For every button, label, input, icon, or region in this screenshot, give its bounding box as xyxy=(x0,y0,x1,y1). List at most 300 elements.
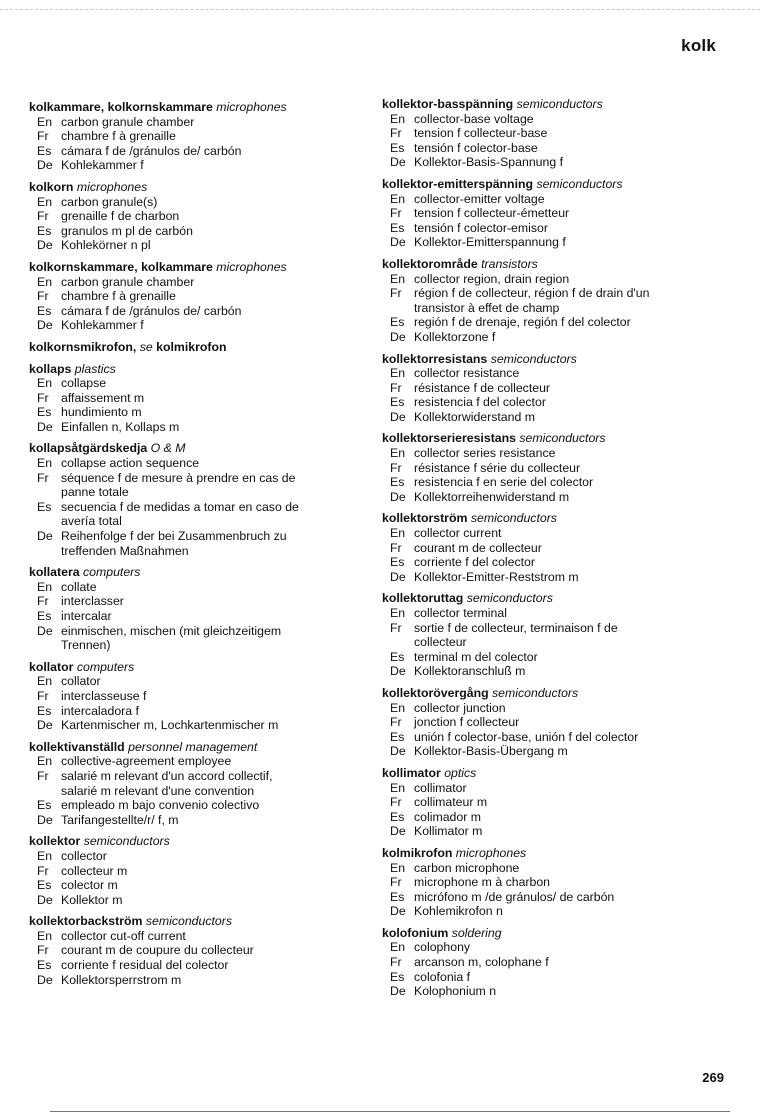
translation-line xyxy=(29,704,359,719)
subject-field: optics xyxy=(444,765,477,780)
subject-field: microphones xyxy=(455,845,527,860)
language-code: En xyxy=(390,191,406,206)
translation-line xyxy=(29,289,359,304)
subject-field: semiconductors xyxy=(83,834,170,849)
translation-text: carbon granule(s) xyxy=(61,194,158,209)
translation-line xyxy=(29,238,359,253)
language-code: Fr xyxy=(390,715,402,730)
translation-text: arcanson m, colophane f xyxy=(414,955,549,970)
translation-text: tensión f colector-base xyxy=(414,140,538,155)
subject-field: semiconductors xyxy=(519,431,606,446)
translation-line xyxy=(29,376,359,391)
dictionary-entry xyxy=(29,834,359,907)
language-code: Fr xyxy=(390,875,402,890)
subject-field: se xyxy=(139,339,153,354)
translation-text: carbon granule chamber xyxy=(61,274,195,289)
translation-text: tensión f colector-emisor xyxy=(414,220,548,235)
translation-line xyxy=(382,475,722,490)
translation-text: colophony xyxy=(414,940,471,955)
translation-line xyxy=(29,943,359,958)
language-code: Fr xyxy=(390,286,402,301)
translation-line xyxy=(29,544,359,559)
translation-line xyxy=(382,940,722,955)
language-code: De xyxy=(37,419,53,434)
translation-line xyxy=(29,594,359,609)
translation-line xyxy=(382,526,722,541)
language-code: En xyxy=(390,780,406,795)
translation-line xyxy=(382,984,722,999)
translation-line xyxy=(382,192,722,207)
translation-text: collector current xyxy=(414,526,502,541)
translation-text: Kohlekammer f xyxy=(61,318,144,333)
translation-text: collapse xyxy=(61,376,107,391)
translation-line xyxy=(382,701,722,716)
dictionary-entry xyxy=(29,100,359,173)
translation-line xyxy=(29,769,359,784)
entry-term xyxy=(29,834,359,849)
language-code: Es xyxy=(390,220,405,235)
translation-line xyxy=(29,224,359,239)
language-code xyxy=(37,544,61,559)
translation-line xyxy=(382,715,722,730)
translation-line xyxy=(29,471,359,486)
running-headword: kolk xyxy=(681,36,716,55)
language-code: En xyxy=(37,579,53,594)
top-guide-line xyxy=(0,9,760,10)
subject-field: personnel management xyxy=(128,739,258,754)
translation-line xyxy=(382,730,722,745)
term-bold: kollektoruttag xyxy=(382,591,464,606)
translation-text: collective-agreement employee xyxy=(61,754,232,769)
translation-text: secuencia f de medidas a tomar en caso de xyxy=(61,499,299,514)
translation-text: tension f collecteur-émetteur xyxy=(414,206,570,221)
language-code: Fr xyxy=(390,460,402,475)
translation-text: courant m de coupure du collecteur xyxy=(61,943,254,958)
translation-text: corriente f del colector xyxy=(414,555,535,570)
language-code: En xyxy=(390,860,406,875)
translation-line xyxy=(29,304,359,319)
language-code: En xyxy=(37,848,53,863)
translation-text: collector series resistance xyxy=(414,446,556,461)
translation-text: microphone m à charbon xyxy=(414,875,551,890)
translation-line xyxy=(382,621,722,636)
translation-text: Kollektor m xyxy=(61,892,123,907)
translation-text: Kollektor-Basis-Übergang m xyxy=(414,744,568,759)
term-bold: kollektor xyxy=(29,834,81,849)
language-code: Es xyxy=(390,315,405,330)
translation-text: cámara f de /gránulos de/ carbón xyxy=(61,303,242,318)
dictionary-entry xyxy=(29,441,359,558)
translation-line xyxy=(382,221,722,236)
term-bold: kollator xyxy=(29,659,74,674)
translation-text: collector-emitter voltage xyxy=(414,191,545,206)
language-code: Es xyxy=(37,958,52,973)
language-code: En xyxy=(390,271,406,286)
translation-text: colimador m xyxy=(414,809,481,824)
entry-term xyxy=(29,565,359,580)
language-code: De xyxy=(37,318,53,333)
dictionary-entry xyxy=(382,511,722,584)
translation-text: carbon granule chamber xyxy=(61,114,195,129)
translation-text: empleado m bajo convenio colectivo xyxy=(61,798,260,813)
translation-line xyxy=(29,391,359,406)
dictionary-entry xyxy=(382,846,722,919)
language-code: Fr xyxy=(37,688,49,703)
language-code xyxy=(37,485,61,500)
dictionary-entry xyxy=(382,97,722,170)
entry-term xyxy=(382,926,722,941)
language-code: Fr xyxy=(37,289,49,304)
language-code: De xyxy=(390,329,406,344)
page-number: 269 xyxy=(702,1070,724,1085)
translation-text: Kartenmischer m, Lochkartenmischer m xyxy=(61,718,279,733)
translation-line xyxy=(382,635,722,650)
language-code xyxy=(37,784,61,799)
translation-text: résistance f série du collecteur xyxy=(414,460,581,475)
right-column xyxy=(382,97,722,1006)
term-bold: kolofonium xyxy=(382,925,449,940)
translation-text: interclasseuse f xyxy=(61,688,147,703)
subject-field: semiconductors xyxy=(466,591,553,606)
translation-line xyxy=(29,275,359,290)
term-bold: kollatera xyxy=(29,565,80,580)
language-code: De xyxy=(390,155,406,170)
translation-line xyxy=(29,144,359,159)
translation-line xyxy=(382,570,722,585)
entry-term xyxy=(382,431,722,446)
subject-field: microphones xyxy=(216,259,287,274)
language-code xyxy=(390,301,414,316)
entry-term xyxy=(29,740,359,755)
language-code: En xyxy=(37,274,53,289)
language-code: En xyxy=(390,526,406,541)
translation-line xyxy=(382,235,722,250)
language-code: Fr xyxy=(390,540,402,555)
term-bold: kolmikrofon xyxy=(382,845,453,860)
translation-text: Kohlekammer f xyxy=(61,158,144,173)
translation-text: hundimiento m xyxy=(61,405,142,420)
term-bold: kollektorbackström xyxy=(29,914,143,929)
dictionary-entry xyxy=(29,740,359,828)
translation-line xyxy=(382,330,722,345)
translation-text: Kollimator m xyxy=(414,824,483,839)
language-code: Es xyxy=(390,475,405,490)
translation-line xyxy=(382,395,722,410)
translation-line xyxy=(382,970,722,985)
language-code: De xyxy=(390,984,406,999)
term-bold: kollektor-basspänning xyxy=(382,97,514,111)
language-code: En xyxy=(390,366,406,381)
term-bold: kollektorresistans xyxy=(382,351,488,366)
translation-text: Einfallen n, Kollaps m xyxy=(61,419,180,434)
language-code: De xyxy=(37,718,53,733)
translation-text: interclasser xyxy=(61,594,124,609)
language-code: Fr xyxy=(37,594,49,609)
language-code: Fr xyxy=(390,380,402,395)
entry-term xyxy=(29,340,359,355)
translation-text: Tarifangestellte/r/ f, m xyxy=(61,812,179,827)
language-code: Es xyxy=(37,703,52,718)
subject-field: semiconductors xyxy=(536,176,623,191)
translation-text: collapse action sequence xyxy=(61,456,200,471)
language-code: De xyxy=(390,235,406,250)
translation-line xyxy=(382,490,722,505)
term-bold: kolkornskammare, kolkammare xyxy=(29,259,213,274)
translation-line xyxy=(382,155,722,170)
translation-text: résistance f de collecteur xyxy=(414,380,551,395)
translation-text: Trennen) xyxy=(61,638,111,653)
entry-term xyxy=(29,362,359,377)
language-code: De xyxy=(390,489,406,504)
left-column xyxy=(29,100,359,994)
translation-line xyxy=(29,813,359,828)
translation-line xyxy=(29,849,359,864)
entry-term xyxy=(29,100,359,115)
term-bold: kollektorområde xyxy=(382,256,478,271)
translation-text: tension f collecteur-base xyxy=(414,126,548,141)
translation-text: panne totale xyxy=(61,485,129,500)
subject-field: computers xyxy=(83,565,141,580)
translation-text: Kollektor-Emitterspannung f xyxy=(414,235,566,250)
translation-line xyxy=(29,929,359,944)
language-code: Es xyxy=(390,969,405,984)
translation-line xyxy=(382,861,722,876)
translation-text: micrófono m /de gránulos/ de carbón xyxy=(414,889,615,904)
language-code: Es xyxy=(37,499,52,514)
translation-text: chambre f à grenaille xyxy=(61,129,176,144)
translation-line xyxy=(29,864,359,879)
translation-line xyxy=(29,784,359,799)
translation-line xyxy=(382,272,722,287)
term-bold: kollektorserieresistans xyxy=(382,431,516,446)
translation-line xyxy=(29,500,359,515)
language-code: En xyxy=(37,456,53,471)
dictionary-entry xyxy=(382,352,722,425)
language-code: De xyxy=(37,623,53,638)
translation-text: collector resistance xyxy=(414,366,520,381)
term-bold: kollektorström xyxy=(382,511,468,526)
translation-text: collector region, drain region xyxy=(414,271,570,286)
translation-text: collector xyxy=(61,848,107,863)
language-code: Fr xyxy=(37,863,49,878)
translation-line xyxy=(29,893,359,908)
subject-field: plastics xyxy=(74,361,116,376)
language-code: Fr xyxy=(390,620,402,635)
translation-text: einmischen, mischen (mit gleichzeitigem xyxy=(61,623,282,638)
translation-line xyxy=(382,650,722,665)
language-code: De xyxy=(37,529,53,544)
translation-text: resistencia f en serie del colector xyxy=(414,475,594,490)
entry-term xyxy=(382,591,722,606)
translation-line xyxy=(382,410,722,425)
language-code: De xyxy=(37,238,53,253)
language-code: Es xyxy=(390,140,405,155)
dictionary-entry xyxy=(29,914,359,987)
dictionary-entry xyxy=(29,660,359,733)
language-code xyxy=(390,635,414,650)
translation-line xyxy=(382,461,722,476)
translation-text: salarié m relevant d'une convention xyxy=(61,783,255,798)
translation-line xyxy=(29,754,359,769)
translation-text: Kolophonium n xyxy=(414,984,497,999)
language-code: Es xyxy=(390,555,405,570)
translation-line xyxy=(382,126,722,141)
entry-term xyxy=(29,180,359,195)
subject-field: O & M xyxy=(150,441,186,456)
entry-term xyxy=(382,686,722,701)
language-code: Es xyxy=(37,878,52,893)
dictionary-entry xyxy=(382,926,722,999)
translation-line xyxy=(29,958,359,973)
translation-text: transistor à effet de champ xyxy=(414,300,560,315)
translation-line xyxy=(29,514,359,529)
translation-text: collector-base voltage xyxy=(414,111,534,126)
dictionary-entry xyxy=(382,766,722,839)
translation-line xyxy=(382,301,722,316)
translation-line xyxy=(382,366,722,381)
translation-text: carbon microphone xyxy=(414,860,520,875)
translation-line xyxy=(382,904,722,919)
translation-text: resistencia f del colector xyxy=(414,395,546,410)
entry-term xyxy=(29,660,359,675)
translation-line xyxy=(382,955,722,970)
translation-line xyxy=(29,318,359,333)
translation-text: affaissement m xyxy=(61,390,145,405)
translation-text: collector cut-off current xyxy=(61,928,186,943)
language-code: Fr xyxy=(390,955,402,970)
entry-term xyxy=(29,441,359,456)
translation-text: Kollektoranschluß m xyxy=(414,664,526,679)
language-code: Fr xyxy=(37,943,49,958)
translation-text: région f de collecteur, région f de drain d'un xyxy=(414,286,650,301)
translation-line xyxy=(29,209,359,224)
language-code: Es xyxy=(37,798,52,813)
language-code: De xyxy=(390,569,406,584)
term-bold: kolkornsmikrofon, xyxy=(29,339,137,354)
subject-field: soldering xyxy=(451,925,502,940)
translation-line xyxy=(29,485,359,500)
language-code: De xyxy=(390,824,406,839)
translation-line xyxy=(29,609,359,624)
language-code: Es xyxy=(37,143,52,158)
translation-text: avería total xyxy=(61,514,122,529)
entry-term xyxy=(382,97,722,112)
entry-term xyxy=(382,352,722,367)
translation-text: cámara f de /gránulos de/ carbón xyxy=(61,143,242,158)
translation-text: granulos m pl de carbón xyxy=(61,223,193,238)
language-code: En xyxy=(37,928,53,943)
language-code: Es xyxy=(37,223,52,238)
language-code: De xyxy=(390,904,406,919)
translation-text: Kohlekörner n pl xyxy=(61,238,151,253)
translation-line xyxy=(382,810,722,825)
translation-text: collector terminal xyxy=(414,606,507,620)
translation-text: sortie f de collecteur, terminaison f de xyxy=(414,620,618,635)
translation-text: Kohlemikrofon n xyxy=(414,904,503,919)
translation-line xyxy=(382,824,722,839)
translation-text: grenaille f de charbon xyxy=(61,209,180,224)
language-code: Es xyxy=(390,729,405,744)
translation-text: collecteur xyxy=(414,635,467,650)
translation-text: collimateur m xyxy=(414,795,488,810)
translation-text: región f de drenaje, región f del colector xyxy=(414,315,631,330)
language-code: En xyxy=(390,446,406,461)
subject-field: semiconductors xyxy=(516,97,603,111)
translation-line xyxy=(29,798,359,813)
language-code: De xyxy=(37,812,53,827)
translation-text: collector junction xyxy=(414,700,506,715)
translation-line xyxy=(29,405,359,420)
dictionary-entry xyxy=(29,260,359,333)
language-code: De xyxy=(390,744,406,759)
term-bold: kolkammare, kolkornskammare xyxy=(29,100,213,114)
term-bold: kollektor-emitterspänning xyxy=(382,176,534,191)
translation-text: Kollektor-Emitter-Reststrom m xyxy=(414,569,579,584)
term-bold: kollektorövergång xyxy=(382,685,489,700)
translation-line xyxy=(382,890,722,905)
language-code: En xyxy=(390,111,406,126)
language-code: Fr xyxy=(37,209,49,224)
translation-line xyxy=(382,381,722,396)
subject-field: semiconductors xyxy=(145,914,232,929)
language-code xyxy=(37,638,61,653)
dictionary-entry xyxy=(382,591,722,679)
language-code xyxy=(37,514,61,529)
subject-field: microphones xyxy=(216,100,287,114)
language-code: Fr xyxy=(390,206,402,221)
translation-text: Kollektorzone f xyxy=(414,329,496,344)
language-code: De xyxy=(37,158,53,173)
entry-term xyxy=(29,914,359,929)
translation-line xyxy=(29,674,359,689)
language-code: En xyxy=(37,194,53,209)
translation-text: salarié m relevant d'un accord collectif, xyxy=(61,768,273,783)
translation-text: Kollektorwiderstand m xyxy=(414,409,535,424)
language-code: De xyxy=(37,972,53,987)
translation-line xyxy=(29,529,359,544)
translation-text: intercalar xyxy=(61,609,112,623)
translation-text: colector m xyxy=(61,878,118,893)
subject-field: transistors xyxy=(481,256,538,271)
term-bold: kollapsåtgärdskedja xyxy=(29,441,148,456)
entry-term xyxy=(29,260,359,275)
dictionary-entry xyxy=(382,177,722,250)
translation-line xyxy=(29,689,359,704)
translation-line xyxy=(382,286,722,301)
translation-line xyxy=(382,141,722,156)
translation-line xyxy=(29,973,359,988)
language-code: De xyxy=(390,409,406,424)
language-code: Fr xyxy=(37,390,49,405)
translation-text: collator xyxy=(61,674,101,689)
translation-line xyxy=(382,606,722,621)
dictionary-entry xyxy=(382,257,722,345)
translation-line xyxy=(382,315,722,330)
entry-term xyxy=(382,766,722,781)
translation-line xyxy=(29,718,359,733)
dictionary-entry xyxy=(29,340,359,355)
language-code: Es xyxy=(37,405,52,420)
translation-line xyxy=(29,624,359,639)
translation-text: courant m de collecteur xyxy=(414,540,542,555)
translation-line xyxy=(382,541,722,556)
translation-text: treffenden Maßnahmen xyxy=(61,543,189,558)
translation-line xyxy=(382,446,722,461)
language-code: Es xyxy=(37,303,52,318)
language-code: De xyxy=(37,892,53,907)
translation-text: Reihenfolge f der bei Zusammenbruch zu xyxy=(61,529,287,544)
dictionary-entry xyxy=(29,180,359,253)
